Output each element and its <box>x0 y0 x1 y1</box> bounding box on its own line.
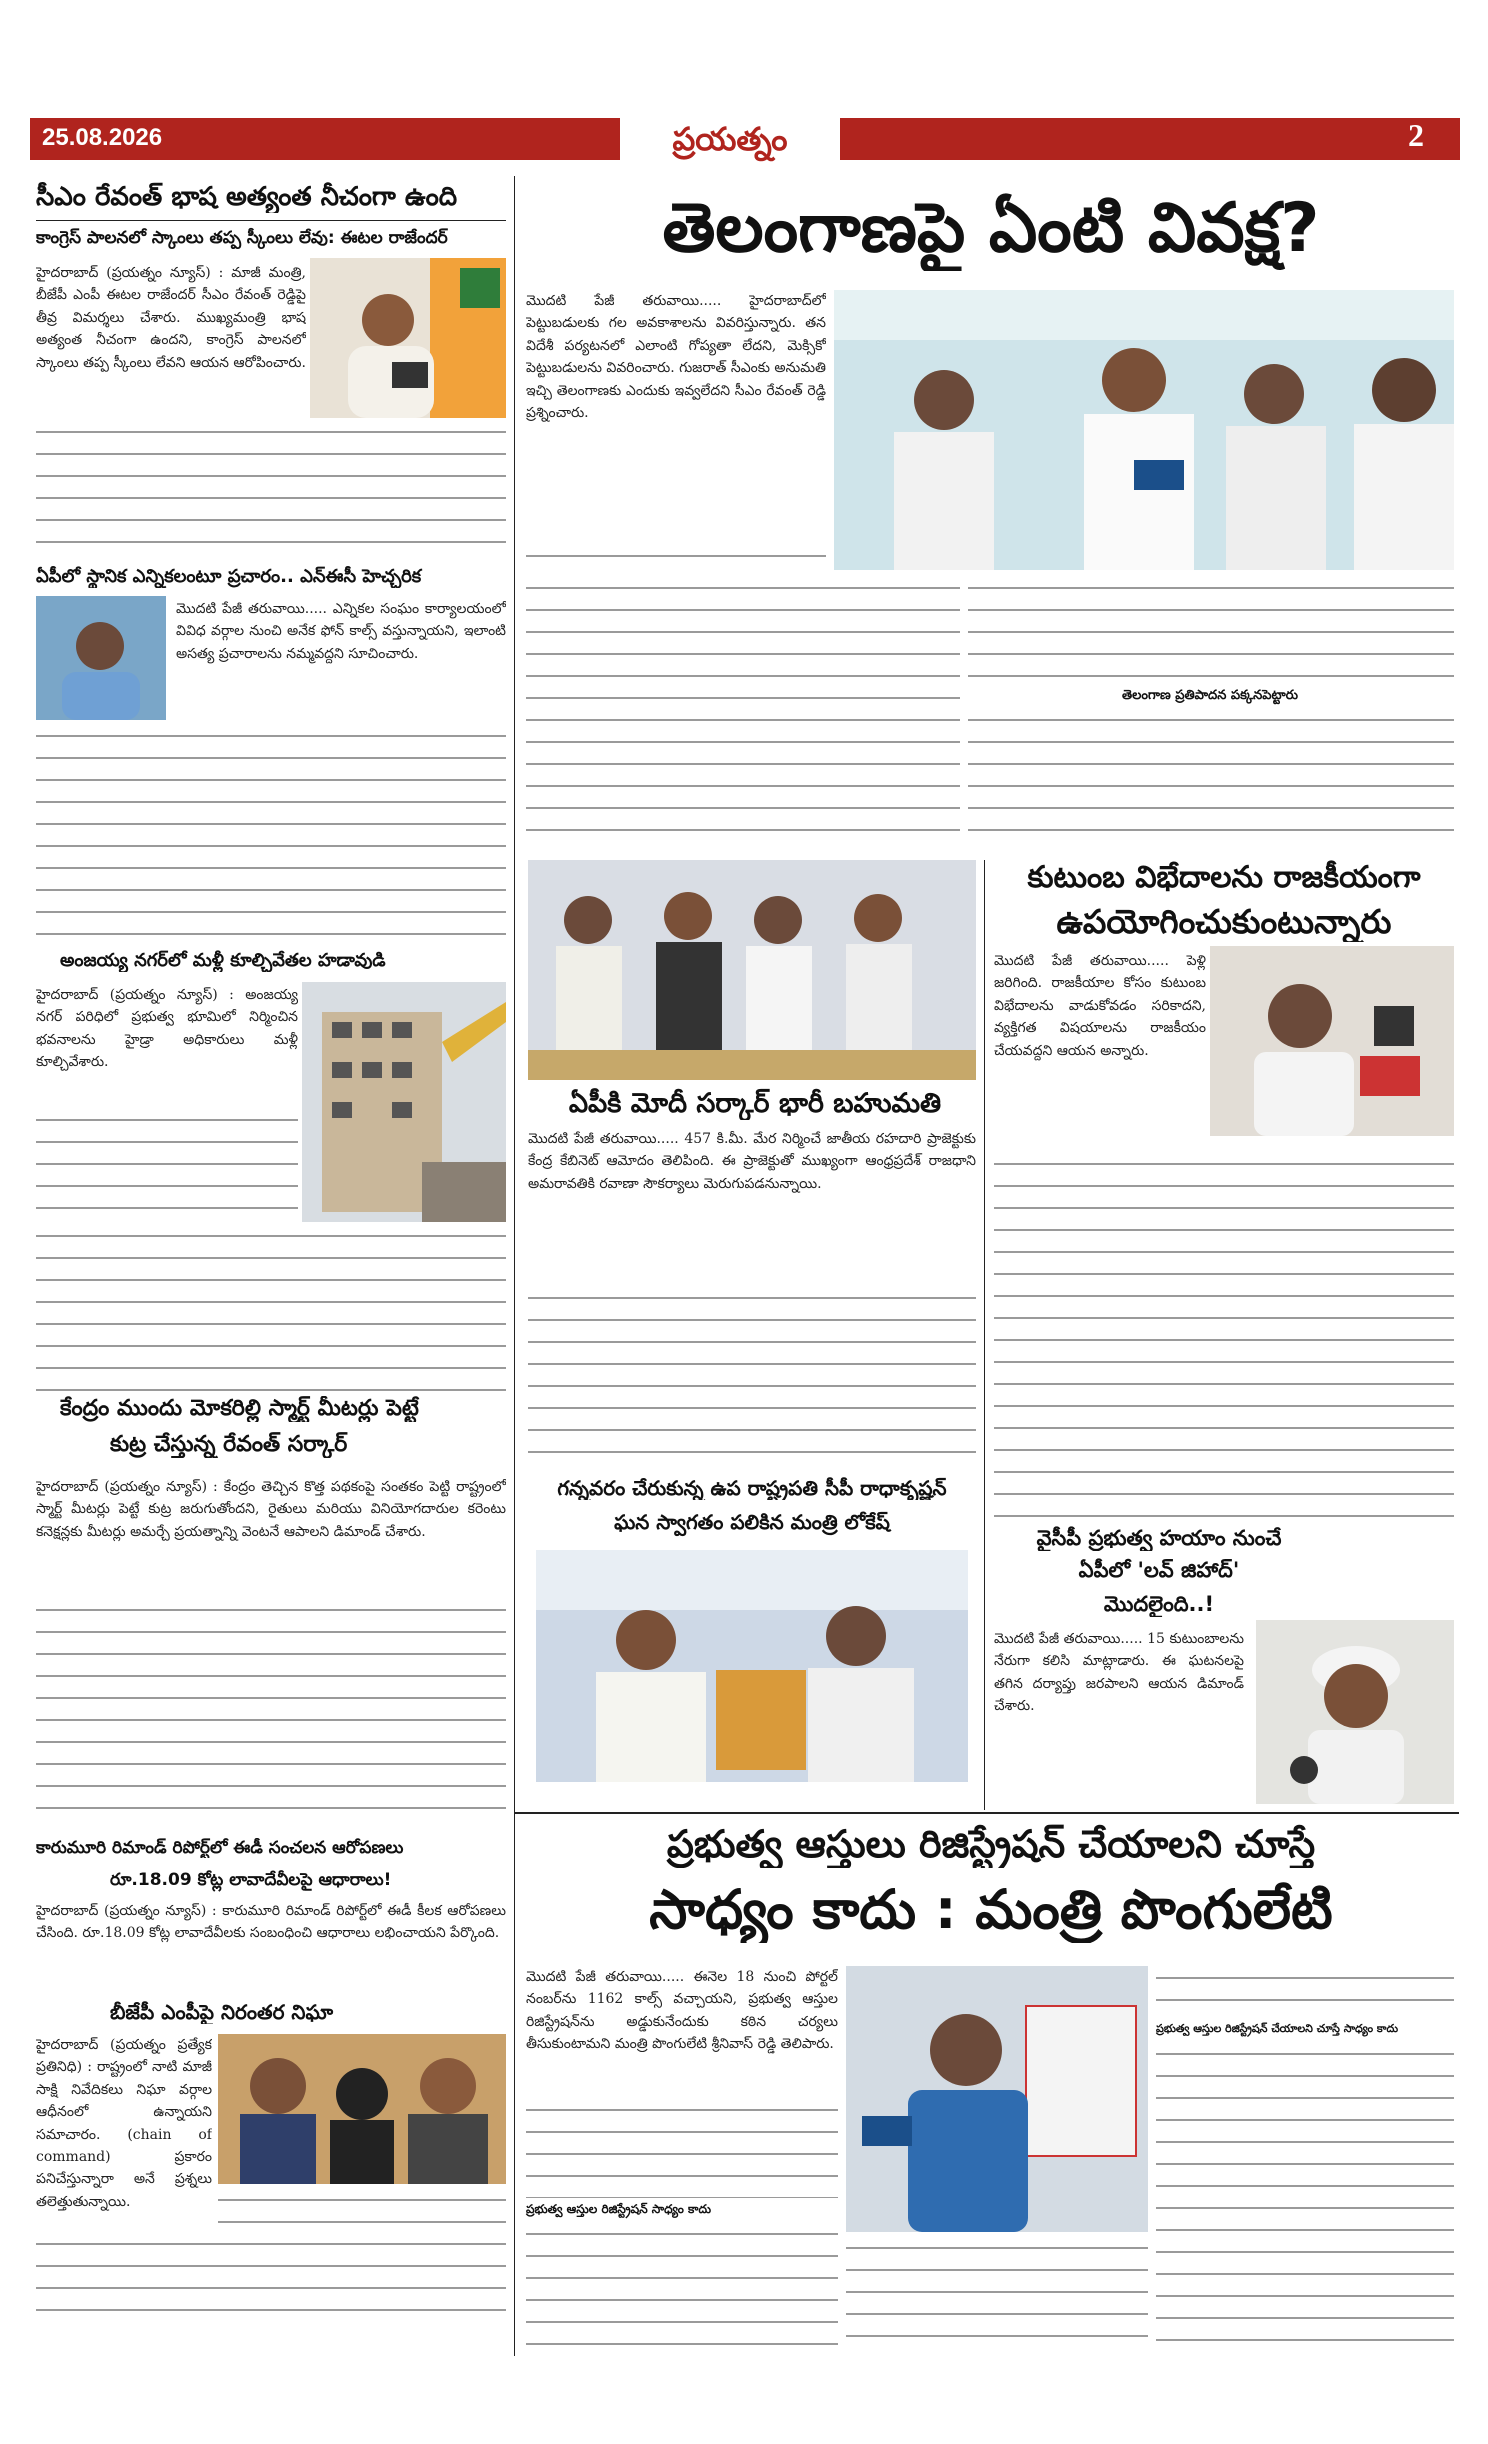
telangana-bias-body <box>526 544 826 574</box>
ap-local-elections-body <box>36 724 506 940</box>
anjaiah-nagar-lead: హైదరాబాద్ (ప్రయత్నం న్యూస్) : అంజయ్య నగర్ పరిధిలో ప్రభుత్వ భూమిలో నిర్మించిన భవనాలను హైడ్రా అధికారులు మళ్లీ కూల్చివేశారు. <box>36 987 298 1071</box>
etela-rajender-photo <box>310 258 506 418</box>
anjaiah-nagar-body <box>36 1108 298 1222</box>
radhakrishnan-subheadline: ఘన స్వాగతం పలికిన మంత్రి లోకేష్ <box>614 1510 890 1534</box>
karumuri-headline: కారుమూరి రిమాండ్ రిపోర్ట్‌లో ఈడీ సంచలన ఆరోపణలు <box>36 1838 404 1858</box>
telangana-bias-body-4 <box>968 708 1454 848</box>
ponguleti-section-heading: ప్రభుత్వ ఆస్తుల రిజిస్ట్రేషన్ సాధ్యం కాదు <box>526 2202 712 2216</box>
spacer <box>528 1786 976 1787</box>
bjp-mp-lead: హైదరాబాద్ (ప్రయత్నం ప్రత్యేక ప్రతినిధి) : రాష్ట్రంలో నాటి మాజీ సాక్షి నివేదికలు నిఘా వర్గాల ఆధీనంలో ఉన్నాయని సమాచారం. (chain of command) ప్రకారం పనిచేస్తున్నారా అనే ప్రశ్నలు తలెత్తుతున్నాయి. <box>36 2037 212 2210</box>
love-jihad-headline-3: మొదలైంది..! <box>1103 1592 1215 1616</box>
ponguleti-headline: ప్రభుత్వ ఆస్తులు రిజిస్ట్రేషన్ చేయాలని చూస్తే <box>666 1822 1316 1866</box>
modi-gift-body <box>528 1286 976 1466</box>
ponguleti-body-4 <box>1156 1966 1454 2020</box>
cm-press-meet-photo <box>834 290 1454 570</box>
karumuri-lead: హైదరాబాద్ (ప్రయత్నం న్యూస్) : కారుమూరి రిమాండ్ రిపోర్ట్‌లో ఈడీ కీలక ఆరోపణలు చేసింది. రూ.18.09 కోట్ల లావాదేవీలకు సంబంధించి ఆధారాలు లభించాయని పేర్కొంది. <box>36 1903 506 1942</box>
revanth-speech-lead: హైదరాబాద్ (ప్రయత్నం న్యూస్) : మాజీ మంత్రి, బీజేపీ ఎంపీ ఈటల రాజేందర్ సీఎం రేవంత్ రెడ్డిపై తీవ్ర విమర్శలు చేశారు. ముఖ్యమంత్రి భాష అత్యంత నీచంగా ఉందని, కాంగ్రెస్ పాలనలో స్కాంలు తప్ప స్కీంలు లేవని ఆయన ఆరోపించారు. <box>36 265 306 371</box>
revanth-speech-subheadline: కాంగ్రెస్ పాలనలో స్కాంలు తప్ప స్కీంలు లేవు: ఈటల రాజేందర్ <box>36 228 448 248</box>
ponguleti-headline-2: సాధ్యం కాదు : మంత్రి పొంగులేటి <box>649 1878 1333 1941</box>
telangana-bias-body-3 <box>968 576 1454 688</box>
anjaiah-nagar-headline: అంజయ్య నగర్‌లో మళ్లీ కూల్చివేతల హడావుడి <box>60 950 386 971</box>
smart-meters-headline-2: కుట్ర చేస్తున్న రేవంత్ సర్కార్ <box>110 1432 348 1457</box>
ap-leaders-photo <box>528 860 976 1080</box>
page-number: 2 <box>1408 117 1424 153</box>
telangana-bias-headline: తెలంగాణపై ఏంటి వివక్ష? <box>662 189 1320 268</box>
family-rift-lead: మొదటి పేజీ తరువాయి..... పెళ్లి జరిగింది. రాజకీయాల కోసం కుటుంబ విభేదాలను వాడుకోవడం సరికాదని, వ్యక్తిగత విషయాలను రాజకీయం చేయవద్దని ఆయన అన్నారు. <box>994 953 1206 1059</box>
airport-welcome-photo <box>536 1550 968 1782</box>
smart-meters-lead: హైదరాబాద్ (ప్రయత్నం న్యూస్) : కేంద్రం తెచ్చిన కొత్త పథకంపై సంతకం పెట్టి రాష్ట్రంలో స్మార్ట్ మీటర్లు పెట్టే కుట్ర జరుగుతోందని, రైతులు మరియు వినియోగదారుల కరెంటు కనెక్షన్లకు మీటర్లు అమర్చే ప్రయత్నాన్ని వెంటనే ఆపాలని డిమాండ్ చేశారు. <box>36 1479 506 1540</box>
family-rift-speaker-photo <box>1210 946 1454 1136</box>
bjp-mp-body-2 <box>36 2232 506 2328</box>
love-jihad-headline: వైసీపీ ప్రభుత్వ హయాం నుంచే <box>1036 1526 1282 1550</box>
radhakrishnan-headline: గన్నవరం చేరుకున్న ఉప రాష్ట్రపతి సీపీ రాధాకృష్ణన్ <box>557 1476 947 1500</box>
ap-local-elections-lead: మొదటి పేజీ తరువాయి..... ఎన్నికల సంఘం కార్యాలయంలో వివిధ వర్గాల నుంచి అనేక ఫోన్ కాల్స్ వస్తున్నాయని, ఇలాంటి అసత్య ప్రచారాలను నమ్మవద్దని సూచించారు. <box>176 601 506 662</box>
ponguleti-body-3 <box>846 2236 1148 2346</box>
divider <box>36 220 506 221</box>
newspaper-logo: ప్రయత్నం <box>672 120 788 158</box>
ponguleti-lead: మొదటి పేజీ తరువాయి..... ఈనెల 18 నుంచి పోర్టల్ నంబర్‌ను 1162 కాల్స్ వచ్చాయని, ప్రభుత్వ ఆస్తుల రిజిస్ట్రేషన్‌ను అడ్డుకునేందుకు కఠిన చర్యలు తీసుకుంటామని మంత్రి పొంగులేటి శ్రీనివాస్ రెడ్డి తెలిపారు. <box>526 1969 838 2053</box>
karumuri-subheadline: రూ.18.09 కోట్ల లావాదేవీలపై ఆధారాలు! <box>110 1870 392 1890</box>
family-rift-body <box>994 1152 1454 1520</box>
family-rift-headline: కుటుంబ విభేదాలను రాజకీయంగా <box>1027 860 1421 895</box>
ap-local-elections-headline: ఏపీలో స్థానిక ఎన్నికలంటూ ప్రచారం.. ఎన్ఈసీ హెచ్చరిక <box>36 566 422 587</box>
ponguleti-body-5 <box>1156 2042 1454 2346</box>
surveillance-photo <box>218 2034 506 2184</box>
ponguleti-body-2 <box>526 2222 838 2346</box>
vijayasai-reddy-photo <box>1256 1620 1454 1804</box>
ponguleti-section-heading-2: ప్రభుత్వ ఆస్తుల రిజిస్ట్రేషన్ చేయాలని చూస్తే సాధ్యం కాదు <box>1156 2022 1399 2035</box>
bjp-mp-headline: బీజేపీ ఎంపీపై నిరంతర నిఘా <box>110 2000 334 2024</box>
column-divider <box>514 176 515 2356</box>
love-jihad-headline-2: ఏపీలో 'లవ్ జిహాద్' <box>1078 1558 1240 1582</box>
revanth-speech-body <box>36 420 506 558</box>
modi-gift-headline: ఏపీకి మోదీ సర్కార్ భారీ బహుమతి <box>568 1088 942 1119</box>
telangana-bias-body-2 <box>526 576 960 846</box>
love-jihad-lead: మొదటి పేజీ తరువాయి..... 15 కుటుంబాలను నేరుగా కలిసి మాట్లాడారు. ఈ ఘటనలపై తగిన దర్యాప్తు జరపాలని ఆయన డిమాండ్ చేశారు. <box>994 1631 1244 1715</box>
telangana-bias-lead: మొదటి పేజీ తరువాయి..... హైదరాబాద్‌లో పెట్టుబడులకు గల అవకాశాలను వివరిస్తున్నారు. తన విదేశీ పర్యటనలో ఎలాంటి గోప్యతా లేదని, మెక్సికో పెట్టుబడులను వివరించారు. గుజరాత్ సీఎంకు అనుమతి ఇచ్చి తెలంగాణకు ఎందుకు ఇవ్వలేదని సీఎం రేవంత్ రెడ్డి ప్రశ్నించారు. <box>526 293 826 421</box>
smart-meters-body <box>36 1598 506 1828</box>
nec-official-photo <box>36 596 166 720</box>
ponguleti-photo <box>846 1966 1148 2232</box>
revanth-speech-headline: సీఎం రేవంత్ భాష అత్యంత నీచంగా ఉంది <box>36 182 458 212</box>
telangana-bias-section-heading: తెలంగాణ ప్రతిపాదన పక్కనపెట్టారు <box>1122 688 1298 703</box>
ponguleti-body <box>526 2098 838 2198</box>
section-divider <box>514 1812 1459 1814</box>
column-divider <box>984 860 985 1810</box>
smart-meters-headline: కేంద్రం ముందు మోకరిల్లి స్మార్ట్ మీటర్లు పెట్టే <box>60 1396 419 1421</box>
issue-date: 25.08.2026 <box>42 124 163 151</box>
anjaiah-nagar-body-2 <box>36 1224 506 1392</box>
modi-gift-lead: మొదటి పేజీ తరువాయి..... 457 కి.మీ. మేర నిర్మించే జాతీయ రహదారి ప్రాజెక్టుకు కేంద్ర కేబినెట్ ఆమోదం తెలిపింది. ఈ ప్రాజెక్టుతో ముఖ్యంగా ఆంధ్రప్రదేశ్ రాజధాని అమరావతికి రవాణా సౌకర్యాలు మెరుగుపడనున్నాయి. <box>528 1131 976 1192</box>
demolition-photo <box>302 982 506 1222</box>
family-rift-headline-2: ఉపయోగించుకుంటున్నారు <box>1056 902 1392 941</box>
bjp-mp-body <box>218 2188 506 2228</box>
